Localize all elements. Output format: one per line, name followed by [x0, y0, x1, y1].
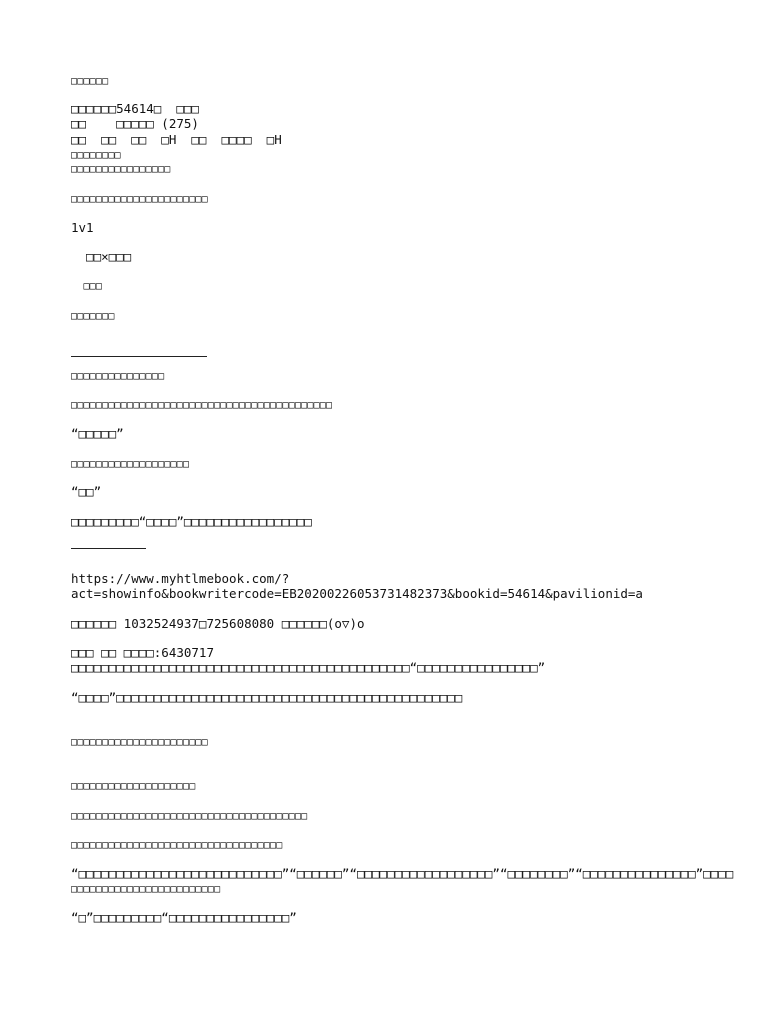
- header-line-5: □□□□□□□□: [71, 150, 121, 161]
- paragraph-4: □□×□□□: [71, 249, 132, 264]
- source-link-line-1[interactable]: https://www.myhtlmebook.com/?: [71, 571, 290, 586]
- paragraph-5: □□□: [71, 281, 103, 292]
- group-line: □□□ □□ □□□□:6430717: [71, 645, 214, 660]
- contact-line: □□□□□□ 1032524937□725608080 □□□□□□(o▽)o: [71, 616, 365, 631]
- paragraph-18: □□□□□□□□□□□□□□□□□□□□□□□□□□□□□□□□□□: [71, 840, 283, 851]
- header-line-1: □□□□□□: [71, 76, 109, 87]
- paragraph-12: □□□□□□□□□“□□□□”□□□□□□□□□□□□□□□□□: [71, 514, 312, 529]
- paragraph-20: “□”□□□□□□□□□“□□□□□□□□□□□□□□□□”: [71, 910, 297, 925]
- paragraph-8: □□□□□□□□□□□□□□□□□□□□□□□□□□□□□□□□□□□□□□□□□□: [71, 400, 333, 411]
- paragraph-19-line-2: □□□□□□□□□□□□□□□□□□□□□□□□: [71, 884, 221, 895]
- paragraph-1: □□□□□□□□□□□□□□□□: [71, 164, 171, 175]
- paragraph-9: “□□□□□”: [71, 426, 124, 441]
- paragraph-3: 1v1: [71, 220, 94, 235]
- paragraph-14: “□□□□”□□□□□□□□□□□□□□□□□□□□□□□□□□□□□□□□□□□□□□□□□□□□□□: [71, 690, 463, 705]
- paragraph-7: □□□□□□□□□□□□□□□: [71, 371, 165, 382]
- divider-2: [71, 548, 146, 549]
- header-line-2: □□□□□□54614□ □□□: [71, 101, 199, 116]
- paragraph-16: □□□□□□□□□□□□□□□□□□□□: [71, 781, 196, 792]
- paragraph-6: □□□□□□□: [71, 311, 115, 322]
- paragraph-11: “□□”: [71, 484, 102, 499]
- header-line-4: □□ □□ □□ □H □□ □□□□ □H: [71, 132, 282, 147]
- source-link-line-2[interactable]: act=showinfo&bookwritercode=EB20200226053731482373&bookid=54614&pavilionid=a: [71, 586, 643, 601]
- paragraph-13: □□□□□□□□□□□□□□□□□□□□□□□□□□□□□□□□□□□□□□□□□□□□□“□□□□□□□□□□□□□□□□”: [71, 660, 546, 675]
- paragraph-2: □□□□□□□□□□□□□□□□□□□□□□: [71, 194, 208, 205]
- paragraph-10: □□□□□□□□□□□□□□□□□□□: [71, 459, 190, 470]
- paragraph-19-line-1: “□□□□□□□□□□□□□□□□□□□□□□□□□□□”“□□□□□□”“□□□□□□□□□□□□□□□□□□”“□□□□□□□□”“□□□□□□□□□□□□□□□”□□□□: [71, 866, 734, 881]
- header-line-3: □□ □□□□□ (275): [71, 116, 199, 131]
- paragraph-15: □□□□□□□□□□□□□□□□□□□□□□: [71, 737, 208, 748]
- paragraph-17: □□□□□□□□□□□□□□□□□□□□□□□□□□□□□□□□□□□□□□: [71, 811, 308, 822]
- divider-1: [71, 356, 207, 357]
